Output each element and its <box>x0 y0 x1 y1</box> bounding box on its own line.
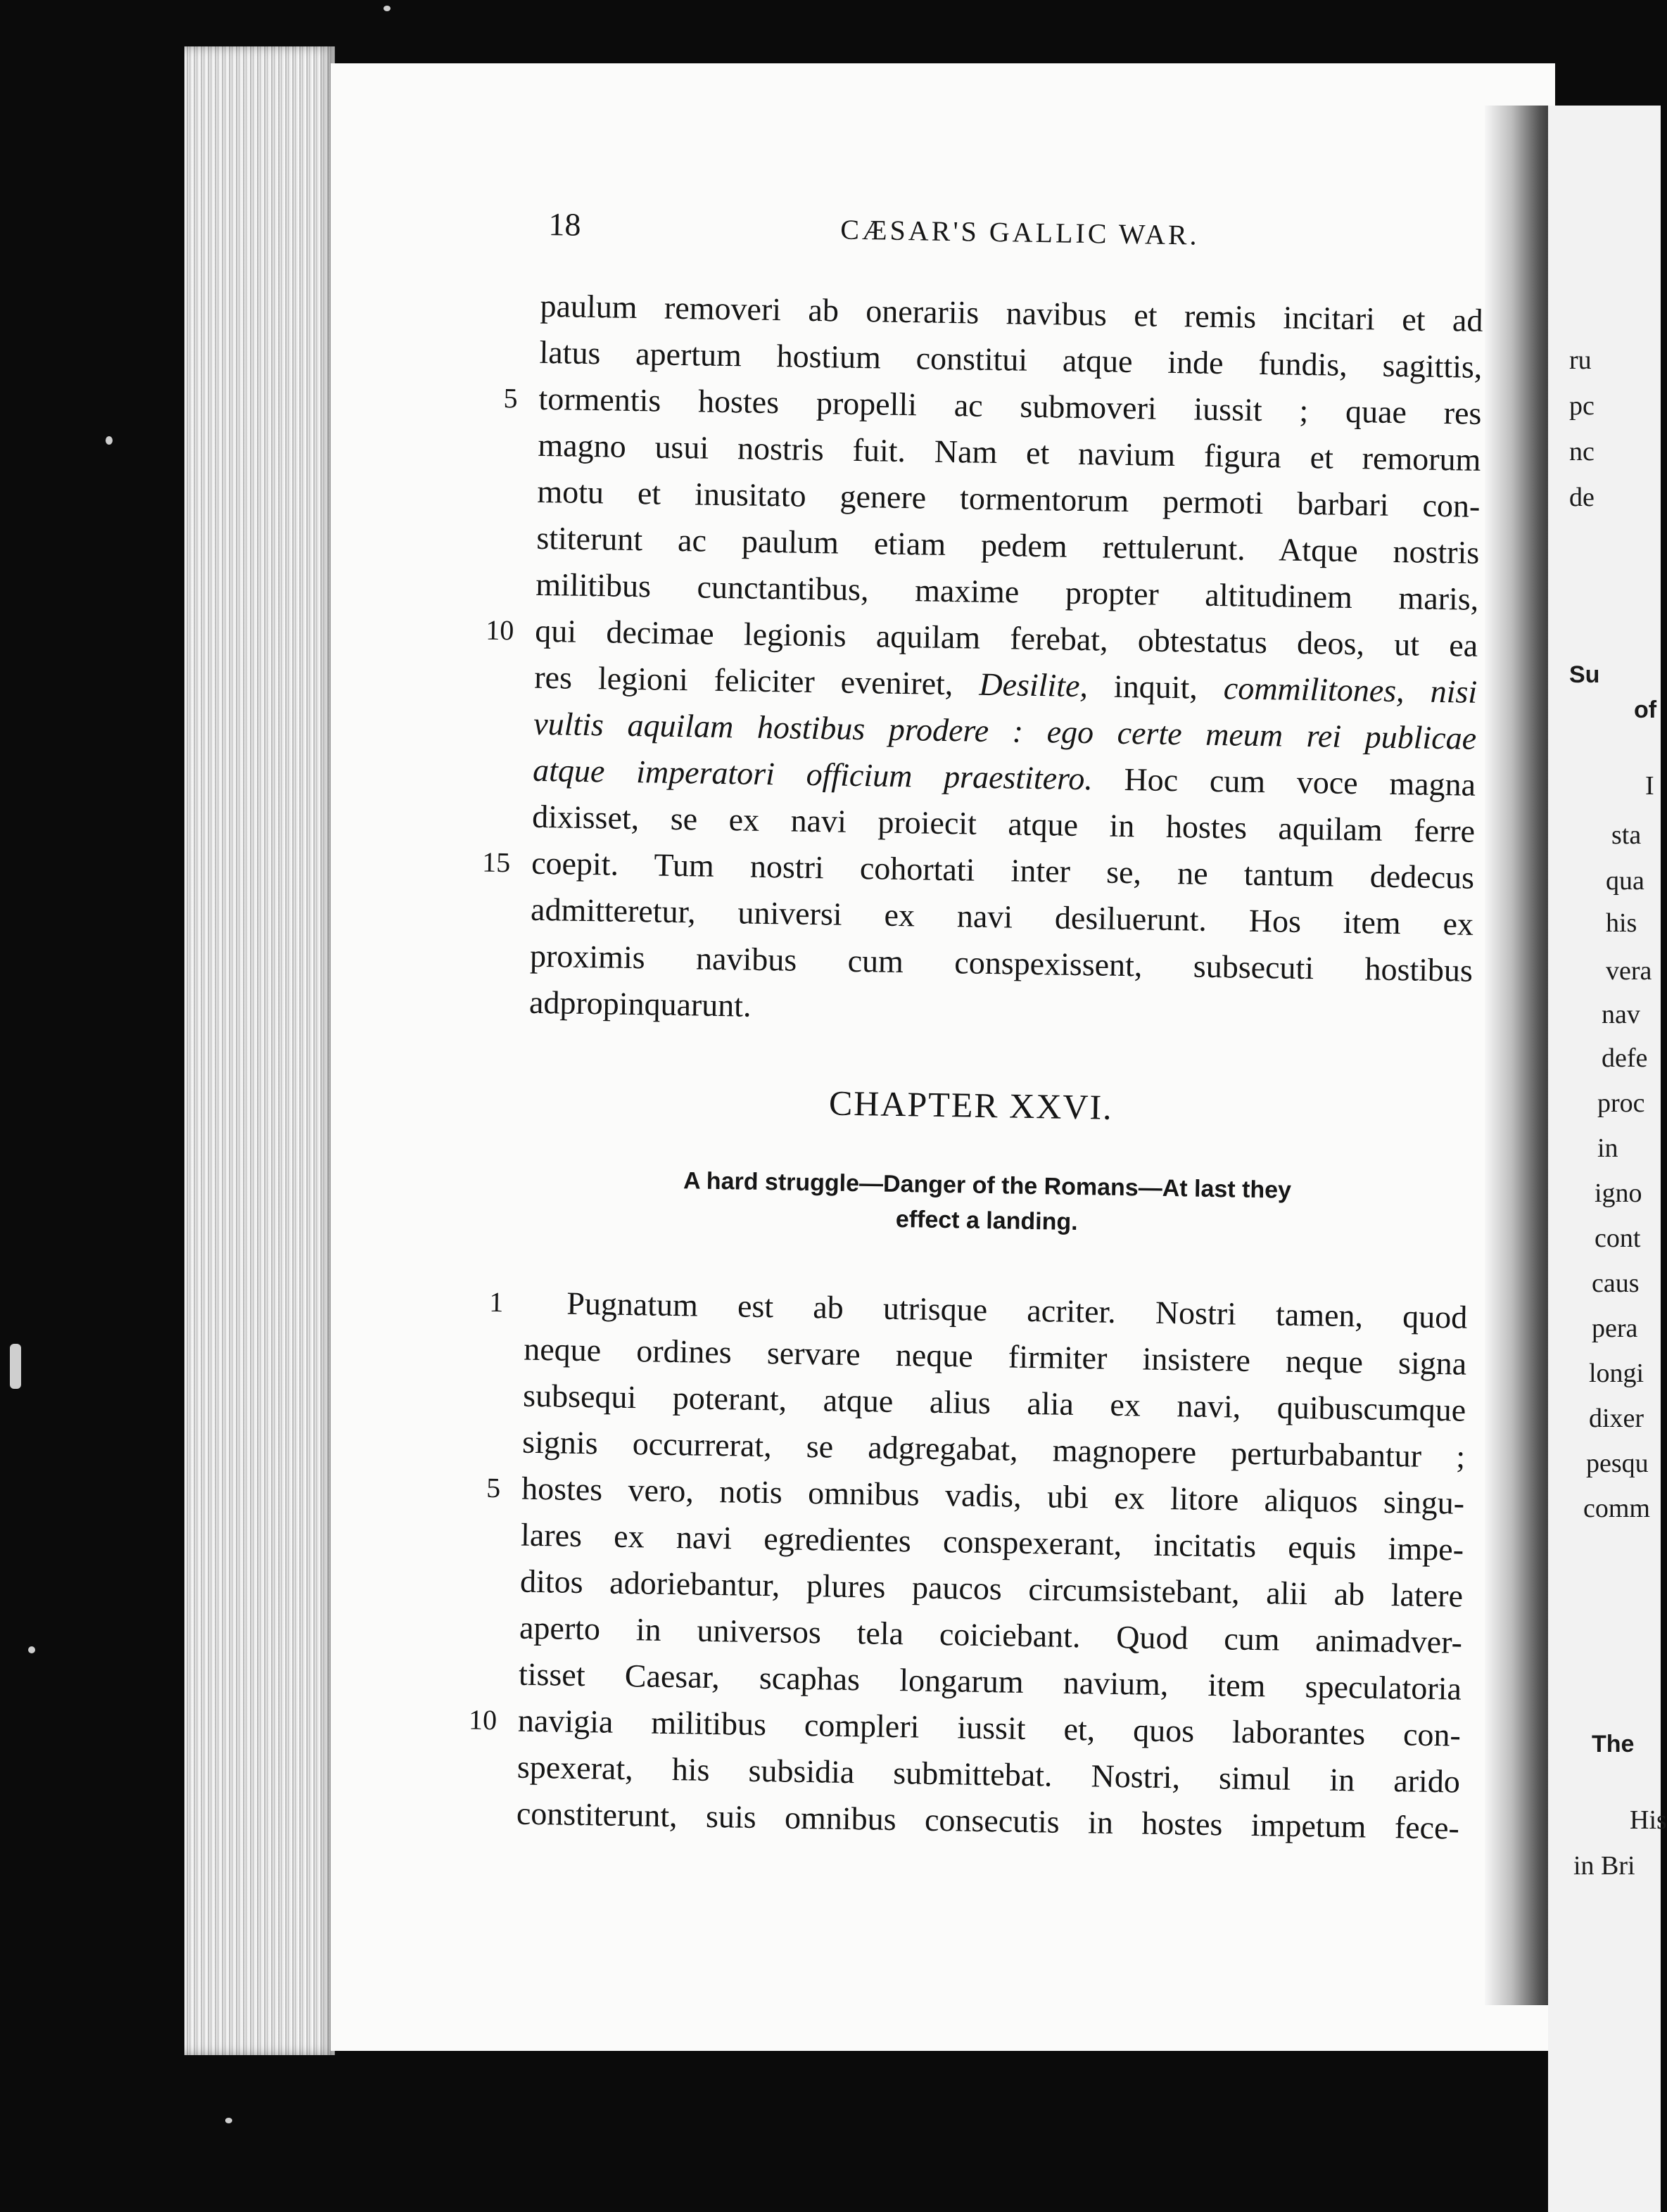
text-line: atque imperatori officium praestitero. Hoc cum voce magna <box>532 751 1476 803</box>
text-line: aperto in universos tela coiciebant. Quod cum animadver- <box>519 1609 1463 1660</box>
facing-page-fragment: of <box>1634 697 1657 723</box>
facing-page-fragment: longi <box>1589 1359 1644 1388</box>
text-line: subsequi poterant, atque alius alia ex navi, quibuscumque <box>522 1377 1466 1428</box>
text-line: res legioni feliciter eveniret, Desilite, inquit, commilitones, nisi <box>533 659 1478 710</box>
text-line: hostes vero, notis omnibus vadis, ubi ex litore aliquos singu- <box>521 1470 1465 1521</box>
facing-page-fragment: his <box>1606 908 1637 938</box>
text-line: tisset Caesar, scaphas longarum navium, item speculatoria <box>518 1655 1462 1707</box>
facing-page-fragment: ru <box>1569 345 1592 375</box>
text-line: ditos adoriebantur, plures paucos circumsistebant, alii ab latere <box>519 1563 1464 1614</box>
facing-page-fragment: qua <box>1606 866 1644 896</box>
facing-page-fragment: in <box>1597 1133 1618 1163</box>
facing-page-fragment: pc <box>1569 391 1595 421</box>
chapter-title: CHAPTER XXVI. <box>828 1083 1114 1127</box>
chapter-summary-line: A hard struggle—Danger of the Romans—At last they <box>683 1167 1292 1204</box>
chapter-summary-line: effect a landing. <box>895 1205 1078 1236</box>
facing-page-fragment: caus <box>1592 1269 1640 1298</box>
facing-page-fragment: sta <box>1611 820 1642 850</box>
text-line: vultis aquilam hostibus prodere : ego certe meum rei publicae <box>533 705 1477 756</box>
book-page-edges <box>184 46 335 2055</box>
scan-speck <box>106 436 113 445</box>
line-number: 5 <box>486 1471 501 1504</box>
text-line: qui decimae legionis aquilam ferebat, obtestatus deos, ut ea <box>534 612 1478 663</box>
facing-page-fragment: defe <box>1602 1043 1648 1073</box>
line-number: 10 <box>486 614 514 647</box>
facing-page-fragment: dixer <box>1589 1404 1644 1433</box>
line-number: 5 <box>503 382 518 414</box>
line-number: 1 <box>489 1285 504 1318</box>
text-line: tormentis hostes propelli ac submoveri iussit ; quae res <box>538 380 1482 431</box>
chapter-text <box>516 1280 1467 1852</box>
facing-page-fragment: igno <box>1595 1178 1642 1208</box>
facing-page-fragment: nc <box>1569 437 1595 466</box>
text-line: motu et inusitato genere tormentorum permoti barbari con- <box>537 473 1481 524</box>
text-line: neque ordines servare neque firmiter insistere neque signa <box>523 1330 1467 1382</box>
chapter-summary <box>582 1162 1392 1245</box>
text-line: spexerat, his subsidia submittebat. Nostri, simul in arido <box>516 1748 1461 1800</box>
facing-page-fragment: nav <box>1602 1000 1640 1029</box>
facing-page-fragment: comm <box>1583 1494 1650 1523</box>
text-line: Pugnatum est ab utrisque acriter. Nostri tamen, quod <box>566 1285 1468 1335</box>
facing-page-fragment: The <box>1592 1731 1635 1757</box>
facing-page-fragment: vera <box>1606 956 1652 986</box>
text-line: constiterunt, suis omnibus consecutis in hostes impetum fece- <box>516 1795 1460 1846</box>
facing-page-fragment: I <box>1645 771 1654 801</box>
text-line: paulum removeri ab onerariis navibus et remis incitari et ad <box>540 287 1483 338</box>
text-line: lares ex navi egredientes conspexerant, incitatis equis impe- <box>520 1516 1464 1568</box>
scan-speck <box>225 2118 232 2123</box>
facing-page-fragment: pesqu <box>1586 1449 1649 1478</box>
facing-page-fragment: His <box>1630 1805 1667 1835</box>
facing-page-fragment: pera <box>1592 1314 1638 1343</box>
text-line: latus apertum hostium constitui atque inde fundis, sagittis, <box>539 333 1483 385</box>
facing-page-fragment: in Bri <box>1573 1851 1635 1881</box>
running-head: CÆSAR'S GALLIC WAR. <box>840 213 1200 251</box>
text-line: signis occurrerat, se adgregabat, magnopere perturbabantur ; <box>521 1423 1466 1475</box>
text-line: adpropinquarunt. <box>528 984 752 1024</box>
facing-page-fragment: cont <box>1595 1223 1641 1253</box>
text-line: proximis navibus cum conspexissent, subsecuti hostibus <box>529 937 1473 989</box>
text-line: admitteretur, universi ex navi desiluerunt. Hos item ex <box>530 891 1474 942</box>
scan-speck <box>10 1344 21 1389</box>
text-line: navigia militibus compleri iussit et, quos laborantes con- <box>517 1702 1462 1753</box>
text-line: coepit. Tum nostri cohortati inter se, ne tantum dedecus <box>531 844 1475 896</box>
text-line: militibus cunctantibus, maxime propter altitudinem maris, <box>535 566 1479 617</box>
page-number: 18 <box>548 206 581 243</box>
scan-speck <box>28 1646 35 1653</box>
text-line: magno usui nostris fuit. Nam et navium figura et remorum <box>538 426 1481 478</box>
line-number: 15 <box>481 846 511 879</box>
page-text-area <box>431 198 1492 1917</box>
line-number: 10 <box>468 1703 497 1736</box>
facing-page-fragment: Su <box>1569 661 1600 688</box>
text-line: stiterunt ac paulum etiam pedem rettulerunt. Atque nostris <box>536 519 1480 571</box>
facing-page-fragment: proc <box>1597 1088 1645 1118</box>
scan-speck <box>384 6 391 11</box>
top-passage <box>529 283 1483 1041</box>
facing-page-fragment: de <box>1569 483 1595 512</box>
text-line: dixisset, se ex navi proiecit atque in hostes aquilam ferre <box>531 798 1476 849</box>
